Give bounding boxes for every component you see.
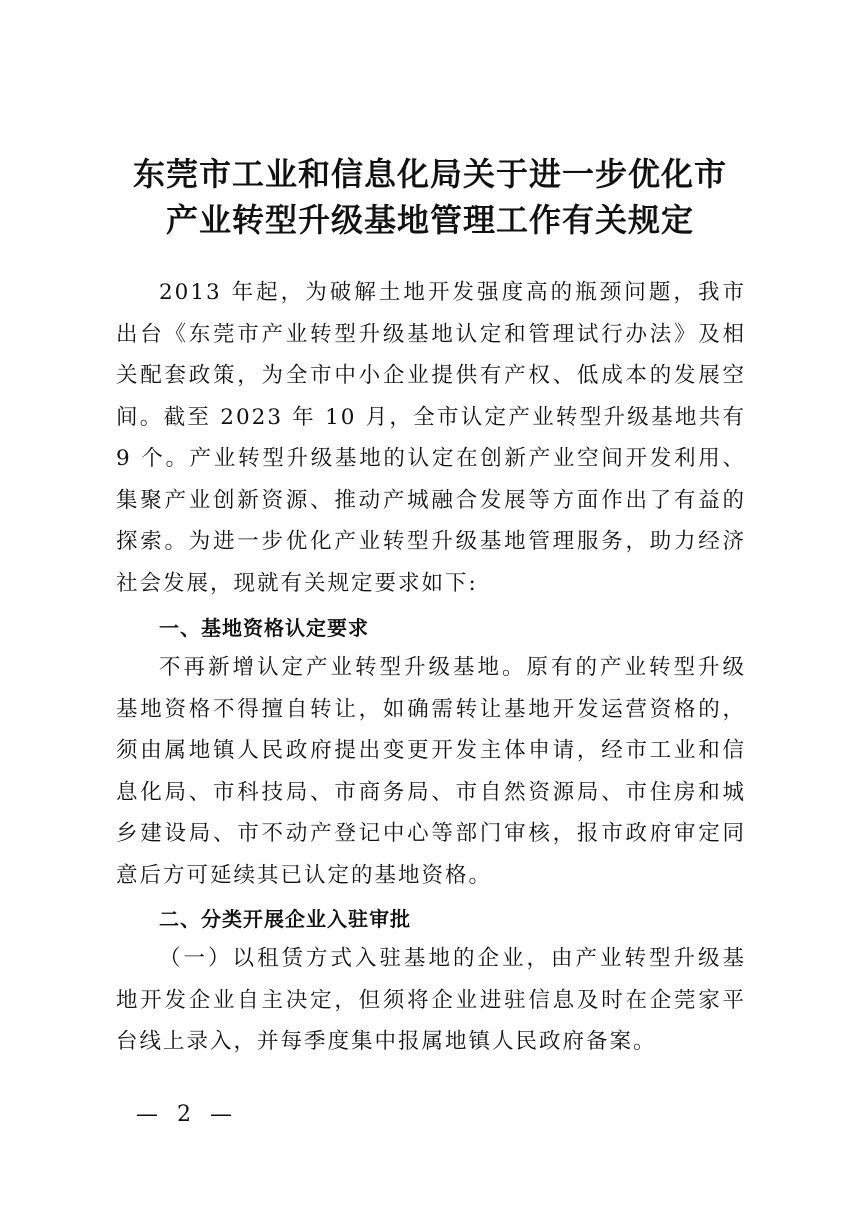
document-title-line-2: 产业转型升级基地管理工作有关规定 (165, 201, 694, 239)
intro-paragraph (116, 272, 746, 604)
document-title-line-1: 东莞市工业和信息化局关于进一步优化市 (132, 155, 727, 193)
section-2-heading: 二、分类开展企业入驻审批 (159, 907, 411, 931)
section-1-heading: 一、基地资格认定要求 (159, 616, 369, 640)
page-number: — 2 — (136, 1102, 238, 1127)
intro-text: 2013 年起，为破解土地开发强度高的瓶颈问题，我市出台《东莞市产业转型升级基地认定和管理试行办法》及相关配套政策，为全市中小企业提供有产权、低成本的发展空间。截至 2023 年 10 月，全市认定产业转型升级基地共有 9 个。产业转型升级基地的认定在创新产业空间开发利用、集聚产业创新资源、推动产城融合发展等方面作出了有益的探索。为进一步优化产业转型升级基地管理服务，助力经济社会发展，现就有关规定要求如下: (116, 280, 746, 596)
section-1-text: 不再新增认定产业转型升级基地。原有的产业转型升级基地资格不得擅自转让，如确需转让基地开发运营资格的，须由属地镇人民政府提出变更开发主体申请，经市工业和信息化局、市科技局、市商务局、市自然资源局、市住房和城乡建设局、市不动产登记中心等部门审核，报市政府审定同意后方可延续其已认定的基地资格。 (116, 655, 746, 888)
section-1-paragraph (116, 647, 746, 896)
section-2-item-1-paragraph (116, 938, 746, 1063)
section-2-item-1-text: （一）以租赁方式入驻基地的企业，由产业转型升级基地开发企业自主决定，但须将企业进驻信息及时在企莞家平台线上录入，并每季度集中报属地镇人民政府备案。 (116, 946, 746, 1054)
